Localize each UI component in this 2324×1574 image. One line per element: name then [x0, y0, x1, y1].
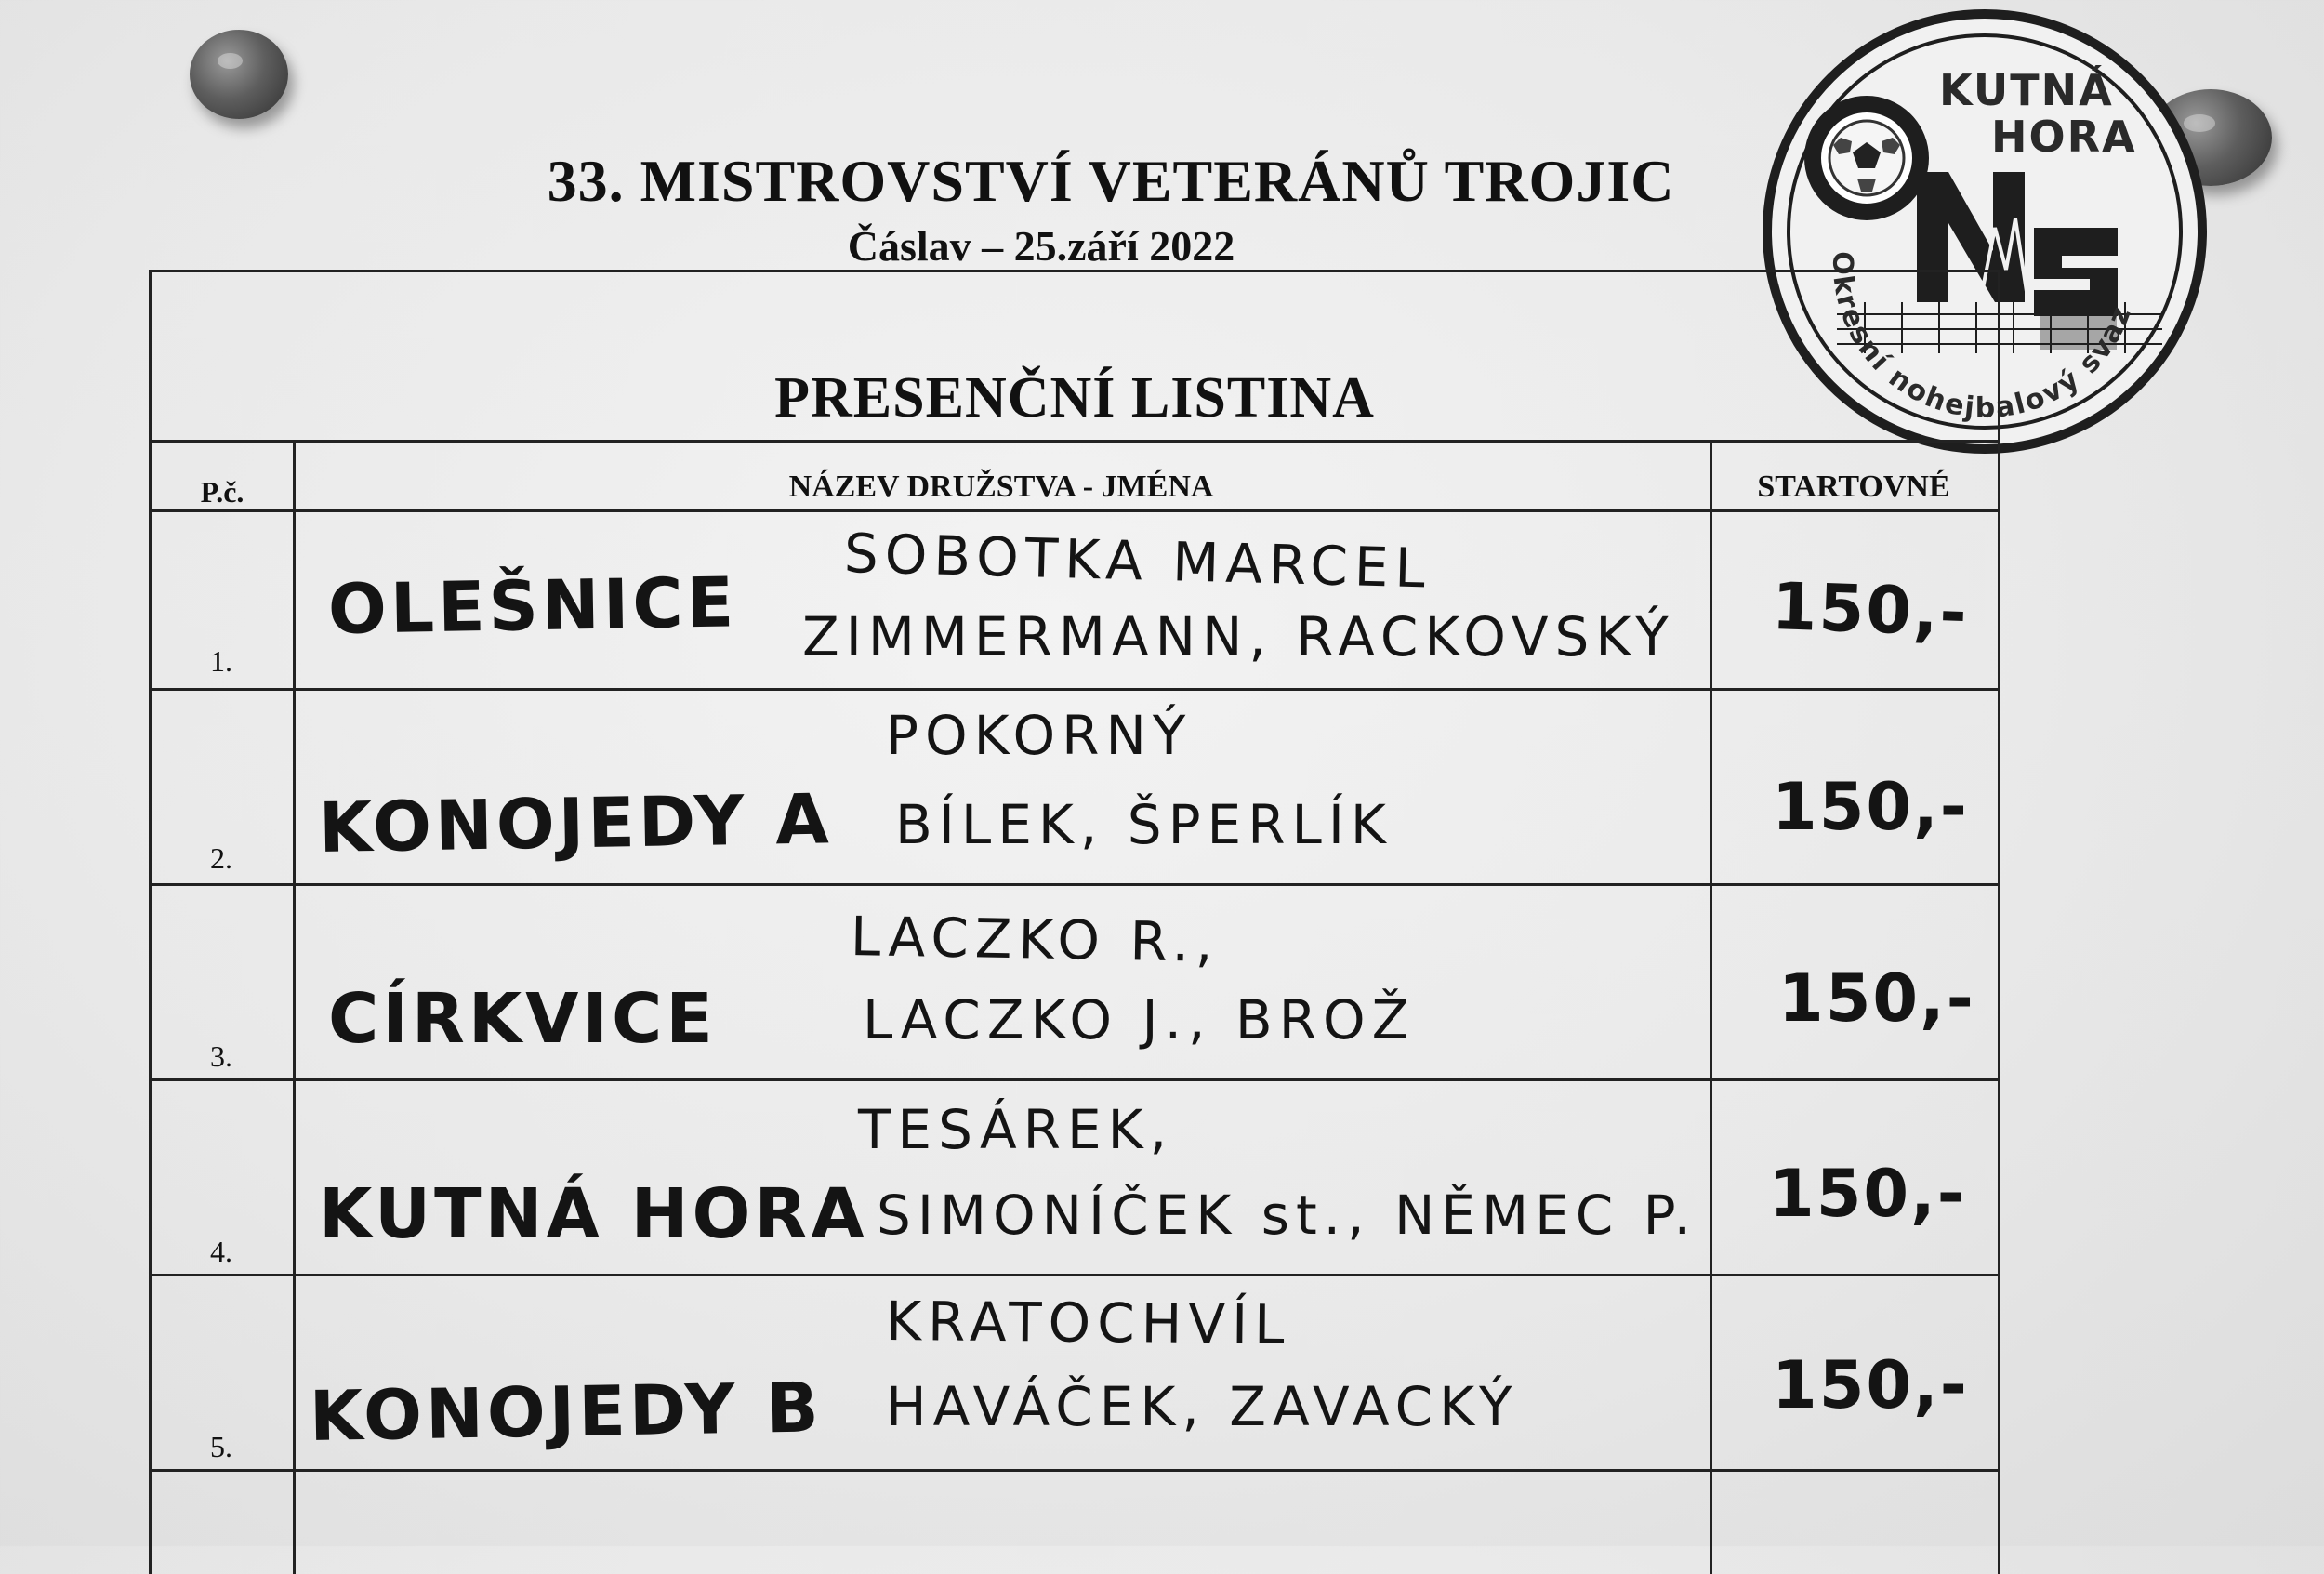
list-title: PRESENČNÍ LISTINA — [774, 366, 1375, 430]
attendance-sheet — [149, 270, 2000, 1574]
player-names-line1: KRATOCHVÍL — [885, 1290, 1291, 1356]
svg-text:Okresní nohejbalový svaz: Okresní nohejbalový svaz — [1826, 251, 2139, 425]
table-row — [152, 512, 1998, 688]
table-row — [152, 691, 1998, 883]
player-names-line1: LACZKO R., — [850, 905, 1221, 974]
team-name: KONOJEDY B — [309, 1368, 824, 1457]
table-row — [152, 886, 1998, 1078]
player-names-line1: SOBOTKA MARCEL — [843, 522, 1433, 601]
player-names-line2: HAVÁČEK, ZAVACKÝ — [886, 1375, 1519, 1438]
entry-fee: 150,- — [1772, 769, 1969, 845]
column-header-number: P.č. — [200, 475, 244, 509]
player-names-line1: POKORNÝ — [886, 704, 1193, 767]
player-names-line1: TESÁREK, — [858, 1098, 1174, 1161]
row-number: 2. — [210, 841, 232, 875]
team-name: KUTNÁ HORA — [319, 1174, 868, 1254]
entry-fee: 150,- — [1769, 1156, 1966, 1232]
team-name: CÍRKVICE — [328, 979, 717, 1059]
row-divider-5 — [152, 1469, 1998, 1472]
table-row — [152, 1276, 1998, 1469]
pushpin-left — [190, 30, 288, 119]
team-name: KONOJEDY A — [318, 779, 834, 868]
player-names-line2: ZIMMERMANN, RACKOVSKÝ — [802, 605, 1675, 668]
column-header-team: NÁZEV DRUŽSTVA - JMÉNA — [788, 470, 1214, 504]
row-number: 4. — [210, 1235, 232, 1268]
stamp-text-hora: HORA — [1991, 112, 2137, 162]
sheet-title-band — [152, 272, 1998, 443]
stamp-text-kutna: KUTNÁ — [1939, 65, 2114, 115]
player-names-line2: SIMONÍČEK st., NĚMEC P. — [877, 1184, 1698, 1247]
row-number: 5. — [210, 1430, 232, 1463]
entry-fee: 150,- — [1778, 960, 1975, 1037]
team-name: OLEŠNICE — [327, 562, 738, 650]
column-header-fee: STARTOVNÉ — [1757, 470, 1950, 504]
entry-fee: 150,- — [1772, 1347, 1969, 1423]
player-names-line2: LACZKO J., BROŽ — [863, 988, 1416, 1052]
championship-title: 33. MISTROVSTVÍ VETERÁNŮ TROJIC — [547, 148, 1675, 214]
row-number: 3. — [210, 1039, 232, 1073]
table-row — [152, 1081, 1998, 1274]
event-location-date: Čáslav – 25.září 2022 — [847, 222, 1235, 270]
row-number: 1. — [210, 644, 232, 678]
player-names-line2: BÍLEK, ŠPERLÍK — [895, 793, 1393, 856]
entry-fee: 150,- — [1770, 568, 1971, 652]
